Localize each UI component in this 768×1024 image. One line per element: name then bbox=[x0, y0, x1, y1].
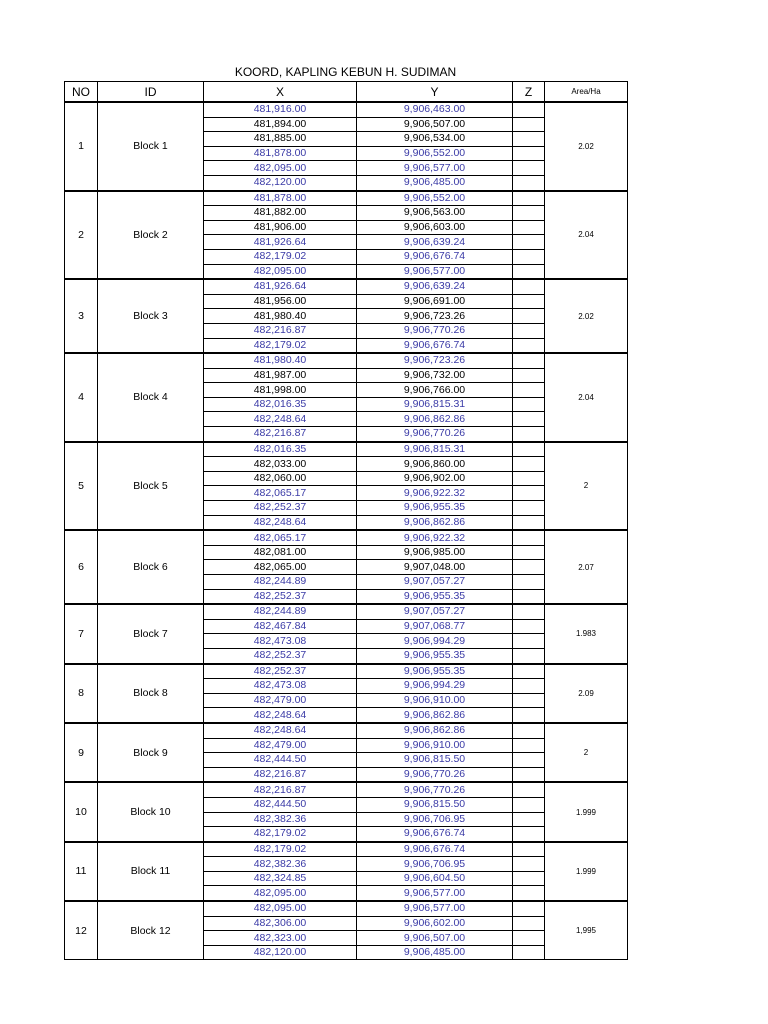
x-coordinate: 482,244.89 bbox=[204, 604, 357, 619]
table-row bbox=[65, 353, 628, 368]
coordinate-table bbox=[64, 81, 628, 960]
z-coordinate bbox=[513, 471, 545, 486]
block-area: 2.04 bbox=[545, 191, 628, 280]
x-coordinate: 482,479.00 bbox=[204, 738, 357, 753]
block-id: Block 3 bbox=[98, 279, 204, 353]
z-coordinate bbox=[513, 486, 545, 501]
block-group bbox=[65, 191, 628, 280]
table-row bbox=[65, 102, 628, 117]
y-coordinate: 9,906,955.35 bbox=[357, 648, 513, 663]
y-coordinate: 9,907,057.27 bbox=[357, 575, 513, 590]
x-coordinate: 481,926.64 bbox=[204, 235, 357, 250]
x-coordinate: 482,467.84 bbox=[204, 619, 357, 634]
y-coordinate: 9,906,985.00 bbox=[357, 545, 513, 560]
z-coordinate bbox=[513, 738, 545, 753]
y-coordinate: 9,906,770.26 bbox=[357, 782, 513, 797]
x-coordinate: 482,444.50 bbox=[204, 753, 357, 768]
table-row bbox=[65, 530, 628, 545]
z-coordinate bbox=[513, 279, 545, 294]
y-coordinate: 9,906,577.00 bbox=[357, 886, 513, 901]
z-coordinate bbox=[513, 501, 545, 516]
x-coordinate: 481,956.00 bbox=[204, 294, 357, 309]
block-area: 2 bbox=[545, 442, 628, 531]
x-coordinate: 482,095.00 bbox=[204, 901, 357, 916]
x-coordinate: 481,926.64 bbox=[204, 279, 357, 294]
x-coordinate: 482,252.37 bbox=[204, 664, 357, 679]
header-id: ID bbox=[98, 82, 204, 103]
y-coordinate: 9,906,507.00 bbox=[357, 931, 513, 946]
x-coordinate: 482,065.17 bbox=[204, 486, 357, 501]
y-coordinate: 9,906,577.00 bbox=[357, 264, 513, 279]
x-coordinate: 481,878.00 bbox=[204, 191, 357, 206]
z-coordinate bbox=[513, 457, 545, 472]
z-coordinate bbox=[513, 294, 545, 309]
y-coordinate: 9,906,910.00 bbox=[357, 738, 513, 753]
x-coordinate: 482,120.00 bbox=[204, 945, 357, 960]
block-number: 1 bbox=[65, 102, 98, 191]
block-id: Block 8 bbox=[98, 664, 204, 723]
x-coordinate: 482,216.87 bbox=[204, 323, 357, 338]
y-coordinate: 9,906,955.35 bbox=[357, 664, 513, 679]
y-coordinate: 9,906,603.00 bbox=[357, 220, 513, 235]
x-coordinate: 482,248.64 bbox=[204, 723, 357, 738]
x-coordinate: 482,060.00 bbox=[204, 471, 357, 486]
block-group bbox=[65, 842, 628, 901]
x-coordinate: 482,179.02 bbox=[204, 249, 357, 264]
block-id: Block 2 bbox=[98, 191, 204, 280]
x-coordinate: 482,016.35 bbox=[204, 397, 357, 412]
x-coordinate: 482,252.37 bbox=[204, 589, 357, 604]
x-coordinate: 482,382.36 bbox=[204, 857, 357, 872]
header-row bbox=[65, 82, 628, 103]
block-id: Block 5 bbox=[98, 442, 204, 531]
z-coordinate bbox=[513, 206, 545, 221]
z-coordinate bbox=[513, 708, 545, 723]
block-number: 3 bbox=[65, 279, 98, 353]
block-group bbox=[65, 664, 628, 723]
z-coordinate bbox=[513, 161, 545, 176]
block-id: Block 12 bbox=[98, 901, 204, 960]
y-coordinate: 9,906,766.00 bbox=[357, 383, 513, 398]
x-coordinate: 482,179.02 bbox=[204, 827, 357, 842]
table-row bbox=[65, 842, 628, 857]
z-coordinate bbox=[513, 679, 545, 694]
y-coordinate: 9,906,815.31 bbox=[357, 397, 513, 412]
header-no: NO bbox=[65, 82, 98, 103]
block-number: 5 bbox=[65, 442, 98, 531]
x-coordinate: 482,081.00 bbox=[204, 545, 357, 560]
z-coordinate bbox=[513, 338, 545, 353]
x-coordinate: 482,216.87 bbox=[204, 427, 357, 442]
z-coordinate bbox=[513, 220, 545, 235]
table-row bbox=[65, 723, 628, 738]
y-coordinate: 9,906,604.50 bbox=[357, 871, 513, 886]
y-coordinate: 9,907,068.77 bbox=[357, 619, 513, 634]
y-coordinate: 9,906,639.24 bbox=[357, 235, 513, 250]
x-coordinate: 482,065.00 bbox=[204, 560, 357, 575]
y-coordinate: 9,906,485.00 bbox=[357, 175, 513, 190]
block-id: Block 6 bbox=[98, 530, 204, 604]
y-coordinate: 9,906,860.00 bbox=[357, 457, 513, 472]
x-coordinate: 481,885.00 bbox=[204, 132, 357, 147]
x-coordinate: 481,916.00 bbox=[204, 102, 357, 117]
y-coordinate: 9,906,723.26 bbox=[357, 309, 513, 324]
table-row bbox=[65, 604, 628, 619]
z-coordinate bbox=[513, 693, 545, 708]
z-coordinate bbox=[513, 175, 545, 190]
block-group bbox=[65, 530, 628, 604]
y-coordinate: 9,907,057.27 bbox=[357, 604, 513, 619]
y-coordinate: 9,906,815.31 bbox=[357, 442, 513, 457]
y-coordinate: 9,906,723.26 bbox=[357, 353, 513, 368]
z-coordinate bbox=[513, 634, 545, 649]
z-coordinate bbox=[513, 309, 545, 324]
z-coordinate bbox=[513, 797, 545, 812]
header-x: X bbox=[204, 82, 357, 103]
y-coordinate: 9,906,862.86 bbox=[357, 723, 513, 738]
y-coordinate: 9,906,577.00 bbox=[357, 161, 513, 176]
header-z: Z bbox=[513, 82, 545, 103]
z-coordinate bbox=[513, 102, 545, 117]
block-area: 1,995 bbox=[545, 901, 628, 960]
block-group bbox=[65, 723, 628, 782]
x-coordinate: 482,179.02 bbox=[204, 338, 357, 353]
y-coordinate: 9,906,994.29 bbox=[357, 679, 513, 694]
block-number: 12 bbox=[65, 901, 98, 960]
x-coordinate: 482,095.00 bbox=[204, 264, 357, 279]
z-coordinate bbox=[513, 753, 545, 768]
z-coordinate bbox=[513, 264, 545, 279]
x-coordinate: 481,894.00 bbox=[204, 117, 357, 132]
x-coordinate: 481,906.00 bbox=[204, 220, 357, 235]
header-area: Area/Ha bbox=[545, 82, 628, 103]
x-coordinate: 481,882.00 bbox=[204, 206, 357, 221]
block-id: Block 10 bbox=[98, 782, 204, 841]
z-coordinate bbox=[513, 530, 545, 545]
z-coordinate bbox=[513, 827, 545, 842]
x-coordinate: 482,252.37 bbox=[204, 501, 357, 516]
x-coordinate: 481,987.00 bbox=[204, 368, 357, 383]
x-coordinate: 482,473.08 bbox=[204, 634, 357, 649]
y-coordinate: 9,906,910.00 bbox=[357, 693, 513, 708]
z-coordinate bbox=[513, 383, 545, 398]
x-coordinate: 482,252.37 bbox=[204, 648, 357, 663]
block-number: 11 bbox=[65, 842, 98, 901]
z-coordinate bbox=[513, 368, 545, 383]
y-coordinate: 9,906,676.74 bbox=[357, 827, 513, 842]
block-area: 1.999 bbox=[545, 842, 628, 901]
y-coordinate: 9,906,955.35 bbox=[357, 589, 513, 604]
x-coordinate: 482,179.02 bbox=[204, 842, 357, 857]
x-coordinate: 482,479.00 bbox=[204, 693, 357, 708]
block-group bbox=[65, 353, 628, 442]
z-coordinate bbox=[513, 545, 545, 560]
y-coordinate: 9,906,534.00 bbox=[357, 132, 513, 147]
block-area: 2.02 bbox=[545, 279, 628, 353]
y-coordinate: 9,906,691.00 bbox=[357, 294, 513, 309]
z-coordinate bbox=[513, 323, 545, 338]
block-group bbox=[65, 901, 628, 960]
x-coordinate: 482,306.00 bbox=[204, 916, 357, 931]
block-number: 4 bbox=[65, 353, 98, 442]
y-coordinate: 9,906,676.74 bbox=[357, 249, 513, 264]
y-coordinate: 9,906,815.50 bbox=[357, 753, 513, 768]
table-row bbox=[65, 782, 628, 797]
z-coordinate bbox=[513, 648, 545, 663]
y-coordinate: 9,906,862.86 bbox=[357, 708, 513, 723]
y-coordinate: 9,906,862.86 bbox=[357, 412, 513, 427]
z-coordinate bbox=[513, 589, 545, 604]
table-row bbox=[65, 901, 628, 916]
y-coordinate: 9,907,048.00 bbox=[357, 560, 513, 575]
block-group bbox=[65, 279, 628, 353]
table-row bbox=[65, 664, 628, 679]
z-coordinate bbox=[513, 235, 545, 250]
y-coordinate: 9,906,577.00 bbox=[357, 901, 513, 916]
z-coordinate bbox=[513, 857, 545, 872]
x-coordinate: 481,980.40 bbox=[204, 353, 357, 368]
y-coordinate: 9,906,902.00 bbox=[357, 471, 513, 486]
z-coordinate bbox=[513, 812, 545, 827]
y-coordinate: 9,906,552.00 bbox=[357, 191, 513, 206]
z-coordinate bbox=[513, 515, 545, 530]
x-coordinate: 482,444.50 bbox=[204, 797, 357, 812]
block-number: 6 bbox=[65, 530, 98, 604]
y-coordinate: 9,906,770.26 bbox=[357, 767, 513, 782]
block-area: 2.09 bbox=[545, 664, 628, 723]
y-coordinate: 9,906,732.00 bbox=[357, 368, 513, 383]
x-coordinate: 482,095.00 bbox=[204, 886, 357, 901]
block-area: 1.983 bbox=[545, 604, 628, 663]
y-coordinate: 9,906,770.26 bbox=[357, 323, 513, 338]
header-y: Y bbox=[357, 82, 513, 103]
block-area: 2.02 bbox=[545, 102, 628, 191]
x-coordinate: 482,248.64 bbox=[204, 708, 357, 723]
y-coordinate: 9,906,676.74 bbox=[357, 338, 513, 353]
x-coordinate: 481,980.40 bbox=[204, 309, 357, 324]
block-number: 7 bbox=[65, 604, 98, 663]
y-coordinate: 9,906,770.26 bbox=[357, 427, 513, 442]
y-coordinate: 9,906,706.95 bbox=[357, 857, 513, 872]
y-coordinate: 9,906,563.00 bbox=[357, 206, 513, 221]
z-coordinate bbox=[513, 132, 545, 147]
z-coordinate bbox=[513, 782, 545, 797]
y-coordinate: 9,906,463.00 bbox=[357, 102, 513, 117]
block-number: 10 bbox=[65, 782, 98, 841]
z-coordinate bbox=[513, 619, 545, 634]
block-group bbox=[65, 442, 628, 531]
z-coordinate bbox=[513, 931, 545, 946]
x-coordinate: 482,216.87 bbox=[204, 782, 357, 797]
block-area: 1.999 bbox=[545, 782, 628, 841]
y-coordinate: 9,906,602.00 bbox=[357, 916, 513, 931]
z-coordinate bbox=[513, 427, 545, 442]
z-coordinate bbox=[513, 604, 545, 619]
z-coordinate bbox=[513, 191, 545, 206]
table-row bbox=[65, 442, 628, 457]
block-id: Block 9 bbox=[98, 723, 204, 782]
block-number: 9 bbox=[65, 723, 98, 782]
z-coordinate bbox=[513, 767, 545, 782]
document-title: KOORD, KAPLING KEBUN H. SUDIMAN bbox=[234, 65, 457, 79]
block-id: Block 7 bbox=[98, 604, 204, 663]
x-coordinate: 482,016.35 bbox=[204, 442, 357, 457]
y-coordinate: 9,906,552.00 bbox=[357, 146, 513, 161]
x-coordinate: 482,248.64 bbox=[204, 515, 357, 530]
block-group bbox=[65, 102, 628, 191]
x-coordinate: 482,382.36 bbox=[204, 812, 357, 827]
y-coordinate: 9,906,507.00 bbox=[357, 117, 513, 132]
block-area: 2 bbox=[545, 723, 628, 782]
y-coordinate: 9,906,955.35 bbox=[357, 501, 513, 516]
z-coordinate bbox=[513, 249, 545, 264]
block-area: 2.04 bbox=[545, 353, 628, 442]
x-coordinate: 482,065.17 bbox=[204, 530, 357, 545]
x-coordinate: 482,473.08 bbox=[204, 679, 357, 694]
z-coordinate bbox=[513, 664, 545, 679]
block-id: Block 4 bbox=[98, 353, 204, 442]
z-coordinate bbox=[513, 916, 545, 931]
x-coordinate: 482,216.87 bbox=[204, 767, 357, 782]
x-coordinate: 482,248.64 bbox=[204, 412, 357, 427]
z-coordinate bbox=[513, 886, 545, 901]
z-coordinate bbox=[513, 397, 545, 412]
x-coordinate: 481,998.00 bbox=[204, 383, 357, 398]
x-coordinate: 482,095.00 bbox=[204, 161, 357, 176]
x-coordinate: 482,323.00 bbox=[204, 931, 357, 946]
x-coordinate: 482,244.89 bbox=[204, 575, 357, 590]
x-coordinate: 481,878.00 bbox=[204, 146, 357, 161]
z-coordinate bbox=[513, 575, 545, 590]
y-coordinate: 9,906,994.29 bbox=[357, 634, 513, 649]
y-coordinate: 9,906,485.00 bbox=[357, 945, 513, 960]
y-coordinate: 9,906,922.32 bbox=[357, 486, 513, 501]
y-coordinate: 9,906,815.50 bbox=[357, 797, 513, 812]
z-coordinate bbox=[513, 945, 545, 960]
z-coordinate bbox=[513, 353, 545, 368]
y-coordinate: 9,906,706.95 bbox=[357, 812, 513, 827]
block-id: Block 11 bbox=[98, 842, 204, 901]
y-coordinate: 9,906,862.86 bbox=[357, 515, 513, 530]
z-coordinate bbox=[513, 442, 545, 457]
block-id: Block 1 bbox=[98, 102, 204, 191]
x-coordinate: 482,324.85 bbox=[204, 871, 357, 886]
block-group bbox=[65, 782, 628, 841]
table-row bbox=[65, 191, 628, 206]
y-coordinate: 9,906,922.32 bbox=[357, 530, 513, 545]
z-coordinate bbox=[513, 871, 545, 886]
block-area: 2.07 bbox=[545, 530, 628, 604]
z-coordinate bbox=[513, 146, 545, 161]
z-coordinate bbox=[513, 842, 545, 857]
y-coordinate: 9,906,639.24 bbox=[357, 279, 513, 294]
z-coordinate bbox=[513, 117, 545, 132]
block-group bbox=[65, 604, 628, 663]
z-coordinate bbox=[513, 560, 545, 575]
z-coordinate bbox=[513, 412, 545, 427]
block-number: 2 bbox=[65, 191, 98, 280]
z-coordinate bbox=[513, 901, 545, 916]
x-coordinate: 482,120.00 bbox=[204, 175, 357, 190]
y-coordinate: 9,906,676.74 bbox=[357, 842, 513, 857]
block-number: 8 bbox=[65, 664, 98, 723]
table-row bbox=[65, 279, 628, 294]
z-coordinate bbox=[513, 723, 545, 738]
x-coordinate: 482,033.00 bbox=[204, 457, 357, 472]
